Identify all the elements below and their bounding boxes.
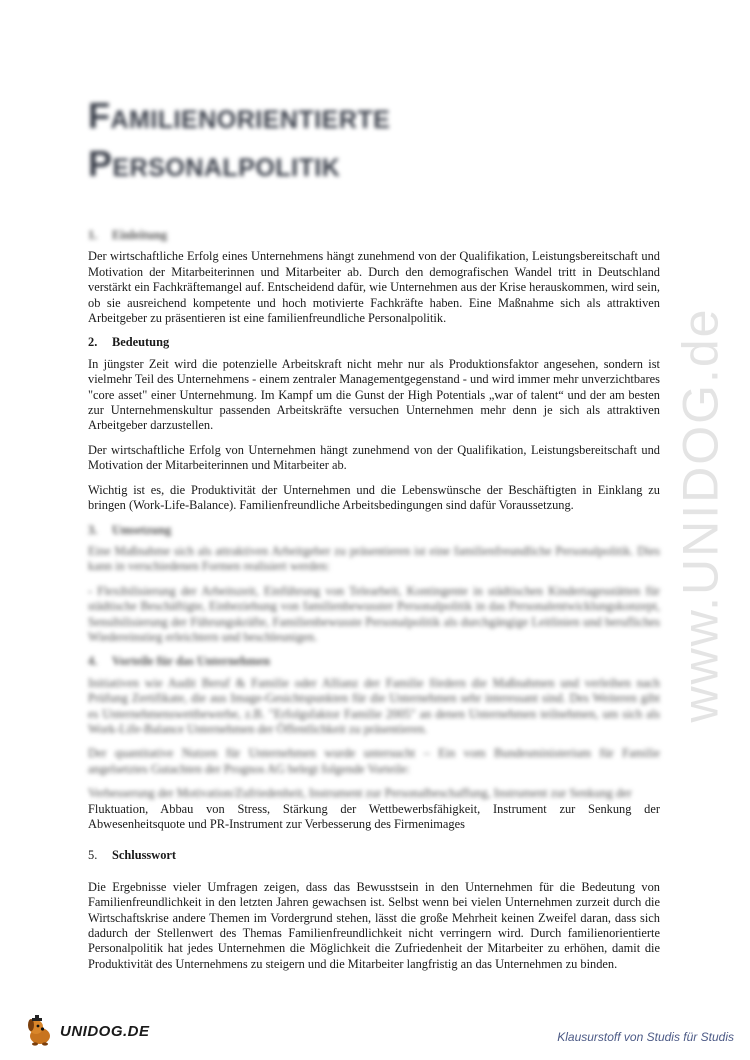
section-heading: 2. Bedeutung [88,335,170,350]
title-line-1: Familienorientierte [88,95,391,136]
paragraph: Die Ergebnisse vieler Umfragen zeigen, dass das Bewusstsein in den Unternehmen für die Bedeutung von Familienfreundlichkeit in den letzten Jahren gewachsen ist. Selbst wenn bei vielen Unternehmen zurzeit durch die Wirtschaftskrise andere Themen im Vordergrund stehen, lässt die große Mehrheit keinen Zweifel daran, dass sich dadurch der Stellenwert des Themas Familienfreundlichkeit nicht verringern wird. Durch familienorientierte Personalpolitik hat jedes Unternehmen die Möglichkeit die Zufriedenheit der Mitarbeiter zu erhöhen, damit die Produktivität des Unternehmens zu steigern und die Mitarbeiter langfristig an das Unternehmen zu binden. [88,879,660,971]
paragraph: Wichtig ist es, die Produktivität der Unternehmen und die Lebenswünsche der Beschäftigten in Einklang zu bringen (Work-Life-Balance). Familienfreundliche Arbeitsbedingungen sind dafür Voraussetzung. [88,482,660,513]
section-heading: 1. Einleitung [88,228,168,242]
section-heading: 3. Umsetzung [88,522,172,537]
paragraph-line-blurred: Verbesserung der Motivation/Zufriedenheit, Instrument zur Personalbeschaffung, Instrument zur Senkung der [88,786,632,801]
watermark: www.UNIDOG.de [672,307,728,723]
document-body [88,228,660,981]
paragraph: In jüngster Zeit wird die potenzielle Arbeitskraft nicht mehr nur als Produktionsfaktor angesehen, sondern ist vielmehr Teil des Unternehmens - einem zentraler Managementgegenstand - und wird immer mehr unverzichtbares "core asset" einer Unternehmung. Im Kampf um die Gunst der High Potentials „war of talent“ und der am besten zur Unternehmenskultur passenden Arbeitskräfte versuchen Unternehmen mehr denn je sich als attraktiven Arbeitgeber darzustellen. [88,356,660,433]
paragraph: Der wirtschaftliche Erfolg eines Unternehmens hängt zunehmend von der Qualifikation, Leistungsbereitschaft und Motivation der Mitarbeiterinnen und Mitarbeiter ab. Durch den demografischen Wandel tritt in Deutschland verstärkt ein Fachkräftemangel auf. Entscheidend dafür, wie Unternehmen aus der Krise herauskommen, wird sein, ob sie ausreichend kompetente und hoch motivierte Fachkräfte haben. Eine Maßnahme sich als attraktiven Arbeitgeber zu präsentieren ist eine familienfreundliche Personalpolitik. [88,249,660,326]
document-title [88,92,648,188]
footer-tagline: Klausurstoff von Studis für Studis [557,1030,734,1044]
paragraph: Initiativen wie Audit Beruf & Familie oder Allianz der Familie fördern die Maßnahmen und verleihen nach Prüfung Zertifikate, die aus Image-Gesichtspunkten für die Unternehmen sehr interessant sind. Des Weiteren gibt es Unternehmenswettbewerbe, z.B. "Erfolgsfaktor Familie 2005" an denen Unternehmen teilnehmen, um sich als Work-Life-Balance Unternehmen der Öffentlichkeit zu präsentieren. [88,675,660,736]
title-line-2: Personalpolitik [88,143,341,184]
paragraph: Eine Maßnahme sich als attraktiven Arbeitgeber zu präsentieren ist eine familienfreundliche Personalpolitik. Dies kann in verschiedenen Formen realisiert werden: [88,543,660,574]
unidog-logo[interactable] [24,1014,154,1048]
section-schlusswort [88,848,660,972]
dog-icon [24,1014,58,1048]
section-bedeutung [88,335,660,513]
paragraph: - Flexibilisierung der Arbeitszeit, Einführung von Telearbeit, Kontingente in städtischen Kindertagesstätten für städtische Beschäftigte, Einbeziehung von familienbewusster Personalpolitik in das Personalentwicklungskonzept, Sensibilisierung der Führungskräfte, Familienbewusste Personalpolitik als durchgängige Leitlinien und berufliches Wiedereinstieg erleichtern und beschleunigen. [88,583,660,644]
paragraph [88,786,660,832]
paragraph: Der quantitative Nutzen für Unternehmen wurde untersucht – Ein vom Bundesministerium für Familie angelsetztes Gutachten der Prognos AG belegt folgende Vorteile: [88,746,660,776]
section-einleitung [88,228,660,326]
section-heading: 5. Schlusswort [88,848,177,863]
paragraph: Der wirtschaftliche Erfolg von Unternehmen hängt zunehmend von der Qualifikation, Leistungsbereitschaft und Motivation der Mitarbeiterinnen und Mitarbeiter ab. [88,442,660,473]
paragraph-line-clear: Fluktuation, Abbau von Stress, Stärkung der Wettbewerbsfähigkeit, Instrument zur Senkung der Abwesenheitsquote und PR-Instrument zur Verbesserung des Firmenimages [88,801,660,831]
section-heading: 4. Vorteile für das Unternehmen [88,654,270,669]
section-vorteile [88,654,660,832]
section-umsetzung [88,523,660,646]
logo-text: UNIDOG.DE [60,1022,150,1040]
